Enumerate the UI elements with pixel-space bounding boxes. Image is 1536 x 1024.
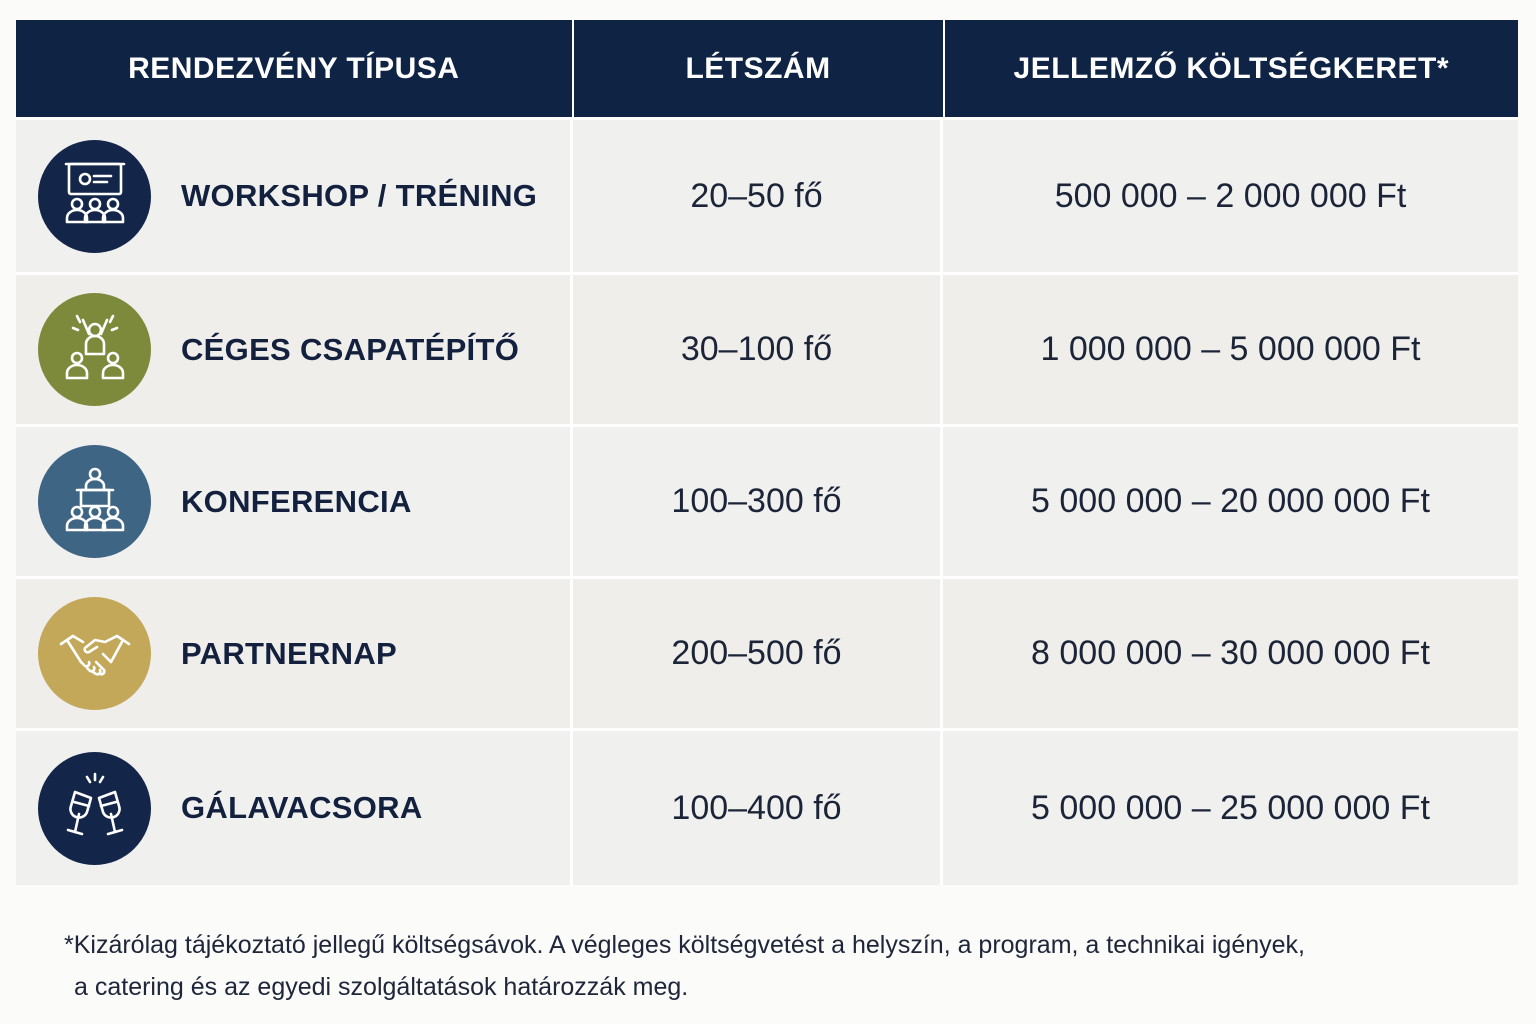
event-type-cell bbox=[16, 731, 573, 885]
event-type-label: KONFERENCIA bbox=[181, 483, 412, 519]
event-type-label: WORKSHOP / TRÉNING bbox=[181, 178, 538, 213]
headcount-cell: 100–300 fő bbox=[573, 427, 943, 576]
presentation-audience-icon bbox=[38, 140, 151, 253]
champagne-toast-icon bbox=[38, 752, 151, 865]
budget-cell: 5 000 000 – 20 000 000 Ft bbox=[1031, 482, 1430, 520]
table-row bbox=[16, 424, 1518, 576]
table-row bbox=[16, 117, 1518, 272]
event-type-cell bbox=[16, 275, 573, 424]
headcount-cell: 100–400 fő bbox=[573, 731, 943, 885]
table-header bbox=[16, 20, 1518, 117]
footnote-line-2: a catering és az egyedi szolgáltatások határozzák meg. bbox=[74, 973, 689, 1001]
headcount-cell: 20–50 fő bbox=[573, 120, 943, 272]
team-celebration-icon bbox=[38, 293, 151, 406]
event-type-label: PARTNERNAP bbox=[181, 635, 397, 671]
budget-cell: 500 000 – 2 000 000 Ft bbox=[1054, 176, 1407, 215]
header-event-type: RENDEZVÉNY TÍPUSA bbox=[16, 20, 574, 117]
event-type-label: GÁLAVACSORA bbox=[181, 790, 423, 825]
header-headcount: LÉTSZÁM bbox=[574, 20, 945, 117]
footnote-line-1: *Kizárólag tájékoztató jellegű költségsávok. A végleges költségvetést a helyszín, a program, a technikai igények, bbox=[64, 931, 1305, 959]
handshake-icon bbox=[38, 597, 151, 710]
headcount-cell: 30–100 fő bbox=[573, 275, 943, 424]
table-row bbox=[16, 576, 1518, 728]
event-type-cell bbox=[16, 427, 573, 576]
header-budget: JELLEMZŐ KÖLTSÉGKERET* bbox=[1013, 51, 1449, 85]
budget-cell: 5 000 000 – 25 000 000 Ft bbox=[1031, 788, 1430, 827]
speaker-podium-icon bbox=[38, 445, 151, 558]
event-type-label: CÉGES CSAPATÉPÍTŐ bbox=[181, 331, 520, 367]
budget-cell: 8 000 000 – 30 000 000 Ft bbox=[1031, 634, 1430, 672]
table-row bbox=[16, 272, 1518, 424]
footnote bbox=[64, 924, 1484, 1008]
event-type-cell bbox=[16, 120, 573, 272]
event-budget-table bbox=[16, 20, 1518, 885]
event-type-cell bbox=[16, 579, 573, 728]
table-row bbox=[16, 728, 1518, 885]
budget-cell: 1 000 000 – 5 000 000 Ft bbox=[1040, 330, 1421, 368]
headcount-cell: 200–500 fő bbox=[573, 579, 943, 728]
